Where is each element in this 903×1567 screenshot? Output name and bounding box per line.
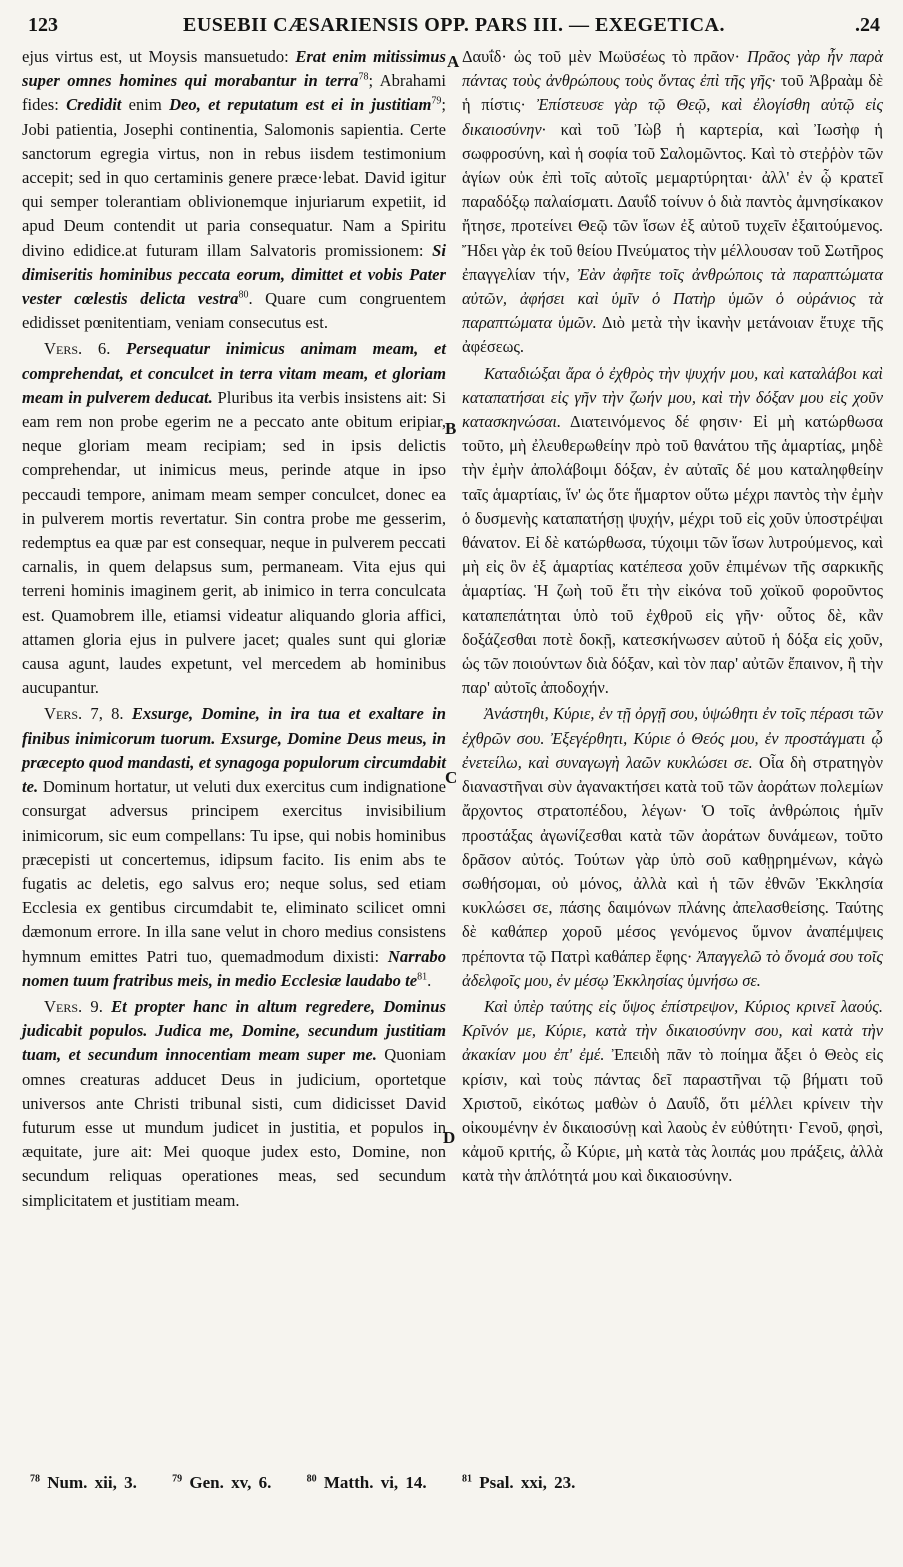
- text-run: Pluribus ita verbis insistens ait: Si eam rem non probe egerim ne a peccato ante obitum eripiar, neque gloriam meam recipiam; sed in ipsis delictis comprehendar, ut inimicus meus, perinde atque in ipso peccaudi tempore, animam meam semper conculcet, donec ea in pulverem mortis revertatur. Sin contra probe me gesserim, redemptus ea quæ par est consequar, neque in pulverem peccati carnalis, in quem delapsus sum, permaneam. Vita ejus qui terreni hominis imaginem gerit, ab inimico in terra conculcata est. Quamobrem ille, etiamsi videatur aliquando gloria affici, attamen gloria ejus in pulvere jacet; quales sunt qui gloriæ causa agunt, laudes expetunt, vel mercedem ab hominibus aucupantur.: [22, 387, 446, 698]
- margin-marker-b: B: [445, 419, 457, 438]
- footnote-number: 79: [172, 1473, 183, 1485]
- latin-verse-6: [22, 337, 446, 700]
- scripture-quote: Exsurge, Domine, in ira tua et exaltare in finibus inimicorum tuorum. Exsurge, Domine Deus meus, in præcepto quod mandasti, et synagoga populorum circumdabit te.: [22, 704, 446, 797]
- text-run: Διατεινόμενος δέ φησιν· Εἰ μὴ κατώρθωσα τοῦτο, μὴ ἐλευθερωθείην πρὸ τοῦ θανάτου τῆς ἁμαρτίας, μηδὲ τὴν ἐμὴν ἀπολάβοιμι δόξαν, ἐν αὐταῖς δέ μου καταληφθείην ταῖς ἁμαρτίαις, ἵν' ὡς ὅτε ἥμαρτον οὕτω μέχρι παντὸς τὴν ἐμὴν ὁ δυσμενὴς καταπατήσῃ ψυχήν, μέχρι τοῦ εἰς χοῦν ὑποστρέψαι θάνατον. Εἰ δὲ κατώρθωσα, τύχοιμι τῶν ἴσων λυτρούμενος, καὶ μὴ εἰς ὃν ἐξ ἁμαρτίας κατέπεσα χοῦν ἐπιμένων τῆς σαρκικῆς ἁμαρτίας. Ἡ ζωὴ τοῦ ἔτι τὴν εἰκόνα τοῦ χοϊκοῦ φοροῦντος καταπεπάτηται ὑπὸ τοῦ ἐχθροῦ εἰς γῆν· οὗτος δὲ, κἂν δοξάζεσθαι ποτὲ δοκῇ, κατεσκήνωσεν αὐτοῦ ἡ δόξα εἰς χοῦν, ὡς τῶν ποιούντων διὰ δόξαν, καὶ τὸν παρ' αὐτῶν ἔπαινον, ἢ τὴν παρ' αὐτοῖς ἀποδοχήν.: [462, 412, 883, 698]
- scripture-quote: Credidit: [66, 95, 122, 115]
- verse-label: Vers. 6.: [44, 339, 111, 359]
- scripture-quote: Erat enim mitissimus super omnes homines qui morabantur in terra: [22, 47, 446, 91]
- margin-marker-c: C: [445, 768, 458, 787]
- page-header: [28, 14, 880, 40]
- text-run: Quoniam omnes creaturas adducet Deus in judicium, oportetque universos ante Christi tribunal sisti, cum didicisset David futurum esse ut mundum judicet in justitia, et populos in æquitate, jure ait: Mei quoque judex esto, Domine, non secundum reliquas operationes meas, sed secundum simplicitatem et justitiam meam.: [22, 1045, 446, 1210]
- footnote: [30, 1473, 151, 1492]
- footnote-text: Matth. vi, 14.: [323, 1473, 427, 1492]
- latin-verse-9: [22, 995, 446, 1213]
- scripture-quote: Ἀνάστηθι, Κύριε, ἐν τῇ ὀργῇ σου, ὑψώθητι ἐν τοῖς πέρασι τῶν ἐχθρῶν σου. Ἐξεγέρθητι, Κύριε ὁ Θεός μου, ἐν προστάγματι ᾧ ἐνετείλω, καὶ συναγωγὴ λαῶν κυκλώσει σε.: [462, 704, 883, 772]
- page-number-left: 123: [28, 14, 58, 36]
- footnote-text: Num. xii, 3.: [47, 1473, 137, 1492]
- scripture-quote: Καὶ ὑπὲρ ταύτης εἰς ὕψος ἐπίστρεψον, Κύριος κρινεῖ λαούς. Κρῖνόν με, Κύριε, κατὰ τὴν δικαιοσύνην σου, καὶ κατὰ τὴν ἀκακίαν μου ἐπ' ἐμέ.: [462, 996, 883, 1065]
- page-number-right: .24: [855, 14, 880, 36]
- footnote-text: Psal. xxi, 23.: [479, 1473, 576, 1492]
- scripture-quote: Ἐπίστευσε γὰρ τῷ Θεῷ, καὶ ἐλογίσθη αὐτῷ εἰς δικαιοσύνην·: [462, 95, 883, 139]
- text-run: τοῦ Ἀβραὰμ δὲ ἡ πίστις·: [462, 71, 883, 115]
- verse-label: Vers. 9.: [44, 996, 103, 1016]
- text-run: Dominum hortatur, ut veluti dux exercitus cum indignatione consurgat adversus principem exercitus invisibilium inimicorum, sic eum compellans: Tu ipse, qui nobis hominibus præcepisti ut concertemus, idipsum facito. Iis enim abs te fugatis ac deletis, ego salvus ero; neque solus, sed etiam Ecclesia ex gentibus circumdabit te, eliminato scilicet omni dæmonum errore. In illa sane velut in choro medius consistens hymnum emittes Patri tuo, quemadmodum dixisti:: [22, 777, 446, 966]
- scripture-quote: Narrabo nomen tuum fratribus meis, in medio Ecclesiæ laudabo te: [22, 946, 446, 990]
- scripture-quote: Ἀπαγγελῶ τὸ ὄνομά σου τοῖς ἀδελφοῖς μου, ἐν μέσῳ Ἐκκλησίας ὑμνήσω σε.: [462, 946, 883, 990]
- text-run: enim: [121, 95, 170, 115]
- verse-label: Vers. 7, 8.: [44, 704, 124, 724]
- footnotes: [30, 1473, 870, 1493]
- footnote-number: 81: [461, 1473, 472, 1485]
- scripture-quote: Ἐὰν ἀφῆτε τοῖς ἀνθρώποις τὰ παραπτώματα αὐτῶν, ἀφήσει καὶ ὑμῖν ὁ Πατὴρ ὑμῶν ὁ οὐράνιος τὰ παραπτώματα ὑμῶν.: [462, 264, 883, 333]
- latin-paragraph: [22, 45, 446, 335]
- footnote-ref: 78: [358, 71, 369, 83]
- footnote-number: 78: [30, 1473, 40, 1485]
- scripture-quote: Persequatur inimicus animam meam, et comprehendat, et conculcet in terra vitam meam, et gloriam meam in pulverem deducat.: [22, 339, 446, 407]
- footnote-ref: 79: [431, 95, 442, 107]
- latin-verse-7-8: [22, 702, 446, 992]
- margin-marker-a: A: [447, 52, 460, 71]
- footnote-number: 80: [306, 1473, 317, 1485]
- text-run: ejus virtus est, ut Moysis mansuetudo:: [22, 47, 296, 66]
- greek-verse-7-8: [462, 702, 883, 992]
- greek-verse-6: [462, 362, 883, 701]
- text-run: Διὸ μετὰ τὴν ἱκανὴν μετάνοιαν ἔτυχε τῆς ἀφέσεως.: [462, 313, 883, 357]
- greek-verse-9: [462, 995, 883, 1189]
- text-run: ; Abrahami fides:: [22, 71, 446, 115]
- greek-paragraph: [462, 45, 883, 360]
- text-run: .: [427, 970, 432, 990]
- text-run: . Quare cum congruentem edidisset pœnitentiam, veniam consecutus est.: [22, 289, 446, 333]
- footnote: [172, 1473, 285, 1492]
- scripture-quote: Καταδιώξαι ἄρα ὁ ἐχθρὸς τὴν ψυχήν μου, καὶ καταλάβοι καὶ καταπατήσαι εἰς γῆν τὴν ζωήν μου, καὶ τὴν δόξαν μου εἰς χοῦν κατασκηνώσαι.: [462, 363, 883, 432]
- footnote-ref: 80: [238, 289, 249, 301]
- greek-column: [462, 45, 883, 1189]
- footnote-ref: 81: [417, 971, 428, 983]
- scripture-quote: Si dimiseritis hominibus peccata eorum, dimittet et vobis Pater vester cœlestis delicta vestra: [22, 240, 446, 309]
- margin-marker-d: D: [443, 1128, 456, 1147]
- latin-column: [22, 45, 446, 1213]
- text-run: ; Jobi patientia, Josephi continentia, Salomonis sapientia. Certe sanctorum egregia virtus, non in rebus iisdem testimonium accepit; sed in quo certaminis genere præce·lebat. David igitur qui semper tolerantiam oblivionemque injuriarum expetiit, id apud Deum contendit ut paria consequatur. Nam a Spiritu divino edidice.at futuram illam Salvatoris promissionem:: [22, 95, 446, 260]
- text-run: Οἷα δὴ στρατηγὸν διαναστῆναι σὺν ἀγανακτήσει κατὰ τοῦ τῶν ἀοράτων πολεμίων ἄρχοντος στρατοπέδου, λέγων· Ὁ τοῖς ἀνθρώποις ἡμῖν προστάξας ἀγωνίζεσθαι κατὰ τῶν ἀοράτων δυνάμεων, τοῦτο δρᾶσον αὐτός. Τούτων γὰρ ὑπὸ σοῦ καθῃρημένων, κἀγὼ σωθήσομαι, οὐ μόνος, ἀλλὰ καὶ ἡ τῶν ἐθνῶν Ἐκκλησία κυκλώσει σε, πάσης δαιμόνων πλάνης ἀπελασθείσης. Ταύτης δὲ καθάπερ χοροῦ μέσος γενόμενος ὕμνον ἀναπέμψεις πρέποντα τῷ Πατρὶ καθάπερ ἔφης·: [462, 752, 883, 966]
- running-title: EUSEBII CÆSARIENSIS OPP. PARS III. — EXEGETICA.: [183, 14, 725, 36]
- text-run: καὶ τοῦ Ἰὼβ ἡ καρτερία, καὶ Ἰωσὴφ ἡ σωφροσύνη, καὶ ἡ σοφία τοῦ Σαλομῶντος. Καὶ τὸ στεῤῥὸν τῶν ἁγίων οὐκ ἐπὶ τοῖς αὐτοῖς μεμαρτύρηται· ἀλλ' ἐν ᾧ κρατεῖ παραδόξῳ παλαίσματι. Δαυΐδ τοίνυν ὁ διὰ παντὸς ἀμνησίκακον ἤτησε, προτείνει Θεῷ τῶν ἴσων ἐξ αὐτοῦ τυχεῖν ἐξαιτούμενος. Ἤδει γὰρ ἐκ τοῦ θείου Πνεύματος τὴν μέλλουσαν τοῦ Σωτῆρος ἐπαγγελίαν τήν,: [462, 119, 883, 284]
- footnote: [307, 1473, 441, 1492]
- scripture-quote: Et propter hanc in altum regredere, Dominus judicabit populos. Judica me, Domine, secundum justitiam tuam, et secundum innocentiam meam super me.: [22, 996, 446, 1065]
- footnote: [462, 1473, 589, 1492]
- text-run: Δαυΐδ· ὡς τοῦ μὲν Μωϋσέως τὸ πρᾶον·: [462, 47, 747, 66]
- footnote-text: Gen. xv, 6.: [189, 1473, 272, 1492]
- text-run: Ἐπειδὴ πᾶν τὸ ποίημα ἄξει ὁ Θεὸς εἰς κρίσιν, καὶ τοὺς πάντας δεῖ παραστῆναι τῷ βήματι τοῦ Χριστοῦ, εἰκότως μαθὼν ὁ Δαυΐδ, ὅτι μέλλει κρίνειν τὴν οἰκουμένην ἐν δικαιοσύνῃ καὶ λαοὺς ἐν εὐθύτητι· Γενοῦ, φησὶ, κἀμοῦ κριτής, ὦ Κύριε, μὴ κατὰ τὰς λοιπάς μου πράξεις, ἀλλὰ κατὰ τὴν ἁπλότητά μου καὶ δικαιοσύνην.: [462, 1045, 883, 1186]
- scripture-quote: Deo, et reputatum est ei in justitiam: [169, 95, 432, 115]
- scripture-quote: Πρᾶος γὰρ ἦν παρὰ πάντας τοὺς ἀνθρώπους τοὺς ὄντας ἐπὶ τῆς γῆς·: [462, 47, 884, 91]
